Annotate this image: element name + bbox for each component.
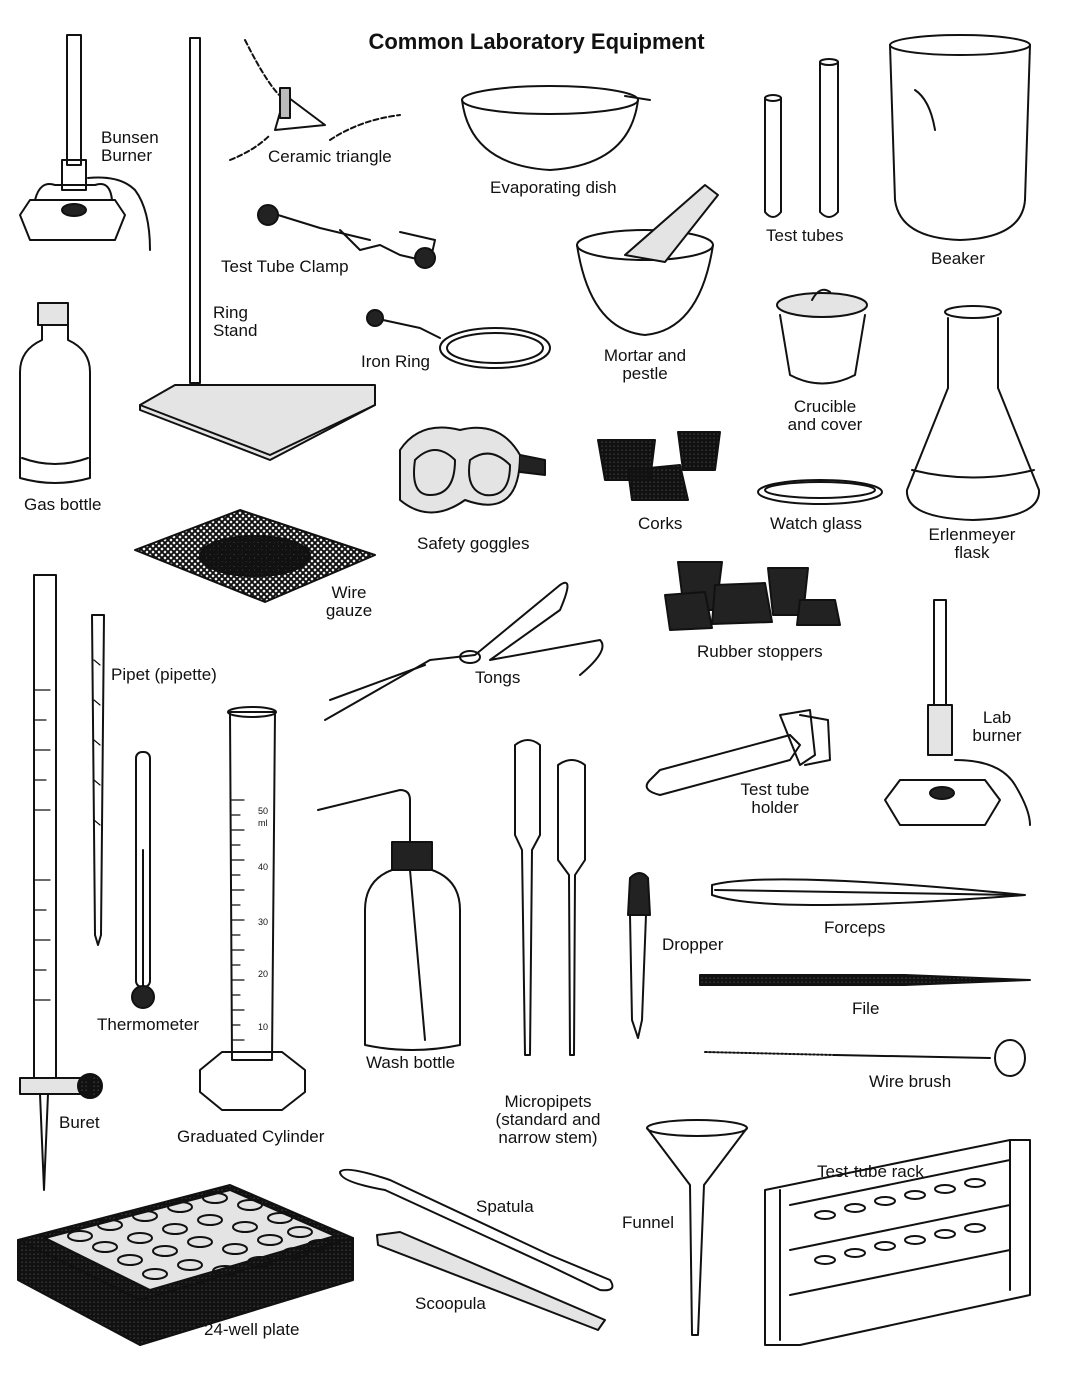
label-pipet: Pipet (pipette): [111, 665, 217, 684]
label-watch-glass: Watch glass: [770, 514, 862, 533]
mortar-pestle-drawing: [577, 185, 718, 335]
label-rubber-stoppers: Rubber stoppers: [697, 642, 823, 661]
label-mortar-pestle: Mortar and pestle: [603, 346, 687, 383]
label-dropper: Dropper: [662, 935, 724, 954]
label-test-tube-clamp: Test Tube Clamp: [221, 257, 349, 276]
test-tubes-drawing: [765, 59, 838, 217]
page-title: Common Laboratory Equipment: [368, 29, 705, 54]
rubber-stoppers-drawing: [665, 562, 840, 630]
label-test-tube-holder: Test tube holder: [740, 780, 810, 817]
watch-glass-drawing: [758, 480, 882, 504]
wash-bottle-drawing: [318, 790, 460, 1050]
label-wire-brush: Wire brush: [869, 1072, 952, 1091]
buret-drawing: [20, 575, 102, 1190]
cylinder-scale-ml: ml: [258, 818, 268, 828]
label-funnel: Funnel: [622, 1213, 674, 1232]
label-graduated-cylinder: Graduated Cylinder: [177, 1127, 325, 1146]
graduated-cylinder-drawing: [200, 707, 305, 1110]
label-wire-gauze: Wire gauze: [325, 583, 373, 620]
dropper-drawing: [628, 873, 650, 1038]
wire-brush-drawing: [705, 1040, 1025, 1076]
corks-drawing: [598, 432, 720, 500]
safety-goggles-drawing: [400, 428, 545, 513]
label-spatula: Spatula: [476, 1197, 534, 1216]
scoopula-drawing: [377, 1232, 605, 1330]
label-beaker: Beaker: [931, 249, 985, 268]
label-corks: Corks: [638, 514, 683, 533]
ring-stand-drawing: [140, 38, 375, 460]
label-file: File: [852, 999, 880, 1018]
label-buret: Buret: [59, 1113, 100, 1132]
label-ring-stand: Ring Stand: [213, 303, 258, 340]
beaker-drawing: [890, 35, 1030, 240]
label-tongs: Tongs: [475, 668, 521, 687]
label-evaporating-dish: Evaporating dish: [490, 178, 617, 197]
label-forceps: Forceps: [824, 918, 886, 937]
cylinder-scale-40: 40: [258, 862, 269, 872]
label-wash-bottle: Wash bottle: [366, 1053, 456, 1072]
label-ceramic-triangle: Ceramic triangle: [268, 147, 392, 166]
micropipets-drawing: [515, 740, 585, 1055]
erlenmeyer-drawing: [907, 306, 1039, 520]
label-safety-goggles: Safety goggles: [417, 534, 530, 553]
file-drawing: [700, 975, 1030, 985]
label-lab-burner: Lab burner: [972, 708, 1022, 745]
label-test-tubes: Test tubes: [766, 226, 844, 245]
thermometer-drawing: [132, 752, 154, 1008]
ceramic-triangle-drawing: [230, 40, 400, 160]
crucible-drawing: [777, 290, 867, 384]
label-crucible: Crucible and cover: [787, 397, 863, 434]
label-bunsen-burner: Bunsen Burner: [101, 128, 159, 165]
label-micropipets: Micropipets (standard and narrow stem): [495, 1092, 601, 1147]
well-plate-drawing: [18, 1185, 353, 1345]
label-test-tube-rack: Test-tube rack: [817, 1162, 924, 1181]
label-erlenmeyer: Erlenmeyer flask: [928, 525, 1016, 562]
cylinder-scale-20: 20: [258, 969, 269, 979]
pipet-drawing: [92, 615, 104, 945]
evaporating-dish-drawing: [462, 86, 650, 170]
cylinder-scale-50: 50: [258, 806, 269, 816]
forceps-drawing: [712, 879, 1025, 905]
cylinder-scale-10: 10: [258, 1022, 269, 1032]
label-gas-bottle: Gas bottle: [24, 495, 102, 514]
label-well-plate: 24-well plate: [204, 1320, 300, 1339]
label-thermometer: Thermometer: [97, 1015, 200, 1034]
cylinder-scale-30: 30: [258, 917, 269, 927]
gas-bottle-drawing: [20, 303, 90, 483]
label-iron-ring: Iron Ring: [361, 352, 430, 371]
label-scoopula: Scoopula: [415, 1294, 486, 1313]
